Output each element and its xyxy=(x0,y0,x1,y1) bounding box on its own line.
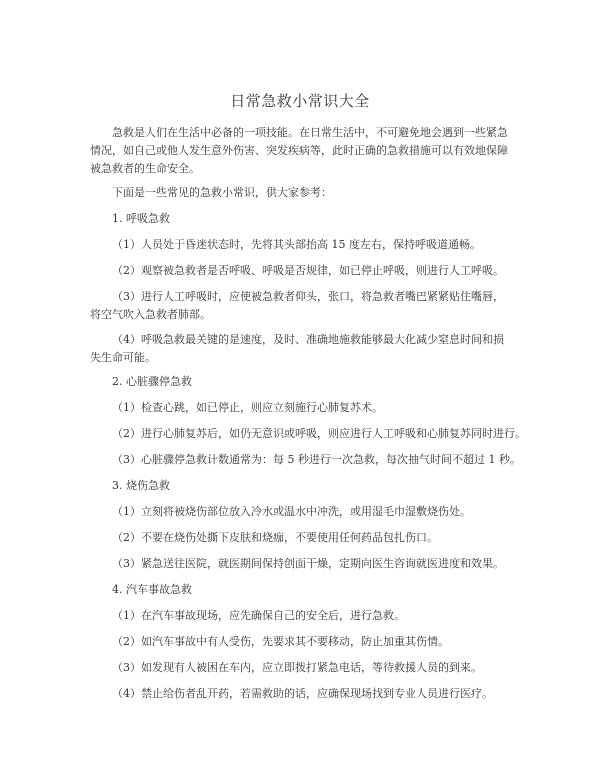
section-heading-burns: 3. 烧伤急救 xyxy=(112,479,170,492)
list-item: （2）进行心肺复苏后，如仍无意识或呼吸，则应进行人工呼吸和心肺复苏同时进行。 xyxy=(112,427,526,440)
document-title: 日常急救小常识大全 xyxy=(230,92,370,110)
section-heading-car-accident: 4. 汽车事故急救 xyxy=(112,583,192,596)
list-item: （3）如发现有人被困在车内，应立即拨打紧急电话，等待救援人员的到来。 xyxy=(112,661,482,674)
list-item: （3）进行人工呼吸时，应使被急救者仰头，张口，将急救者嘴巴紧紧贴住嘴唇，将空气吹入急救者肺部。 xyxy=(90,290,504,321)
list-item: （2）观察被急救者是否呼吸、呼吸是否规律，如已停止呼吸，则进行人工呼吸。 xyxy=(112,264,504,277)
list-item: （4）呼吸急救最关键的是速度，及时、准确地施救能够最大化减少窒息时间和损失生命可能。 xyxy=(90,333,504,364)
list-item: （1）人员处于昏迷状态时，先将其头部抬高 15 度左右，保持呼吸道通畅。 xyxy=(112,238,481,251)
list-item: （3）紧急送往医院，就医期间保持创面干燥，定期向医生咨询就医进度和效果。 xyxy=(112,557,504,570)
list-item: （4）禁止给伤者乱开药，若需救助的话，应确保现场找到专业人员进行医疗。 xyxy=(112,687,493,700)
list-item: （1）立刻将被烧伤部位放入冷水或温水中冲洗，或用湿毛巾湿敷烧伤处。 xyxy=(112,505,471,518)
list-item: （2）如汽车事故中有人受伤，先要求其不要移动，防止加重其伤情。 xyxy=(112,635,449,648)
list-item: （1）检查心跳，如已停止，则应立刻施行心肺复苏术。 xyxy=(112,401,383,414)
list-item: （3）心脏骤停急救计数通常为：每 5 秒进行一次急救，每次抽气时间不超过 1 秒。 xyxy=(112,453,521,466)
list-item: （1）在汽车事故现场，应先确保自己的安全后，进行急救。 xyxy=(112,609,405,622)
section-heading-breathing: 1. 呼吸急救 xyxy=(112,212,170,225)
lead-paragraph: 下面是一些常见的急救小常识，供大家参考： xyxy=(112,186,332,199)
section-heading-cardiac: 2. 心脏骤停急救 xyxy=(112,375,192,388)
list-item: （2）不要在烧伤处撕下皮肤和烧痂，不要使用任何药品包扎伤口。 xyxy=(112,531,438,544)
intro-paragraph: 急救是人们在生活中必备的一项技能。在日常生活中，不可避免地会遇到一些紧急情况，如自己或他人发生意外伤害、突发疾病等，此时正确的急救措施可以有效地保障被急救者的生命安全。 xyxy=(90,126,508,175)
